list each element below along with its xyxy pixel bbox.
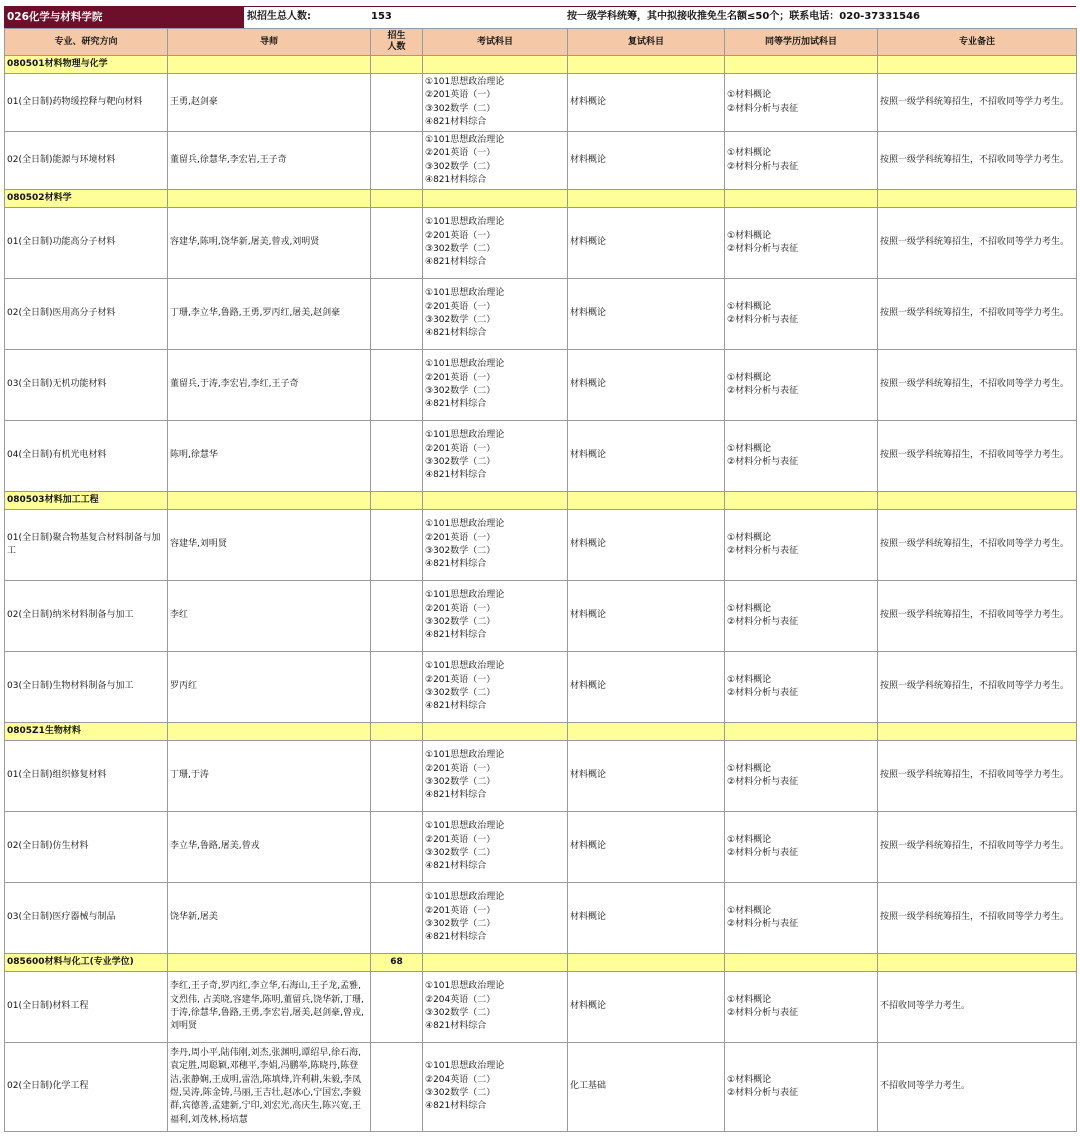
remark-cell: 按照一级学科统筹招生，不招收同等学力考生。 (878, 883, 1077, 954)
exam-subject: ④821材料综合 (425, 559, 487, 570)
extra-subject: ①材料概论 (727, 674, 772, 685)
group-empty-cell (878, 190, 1077, 208)
group-enroll (371, 56, 423, 74)
exam-subject: ①101思想政治理论 (425, 76, 505, 87)
direction-cell: 01(全日制)药物缓控释与靶向材料 (5, 74, 168, 132)
exam-subject: ①101思想政治理论 (425, 288, 505, 299)
direction-cell: 02(全日制)医用高分子材料 (5, 279, 168, 350)
tutor-cell: 董留兵,于涛,李宏岩,李红,王子奇 (168, 350, 371, 421)
table-row (5, 741, 1077, 812)
group-empty-cell (168, 56, 371, 74)
group-empty-cell (168, 492, 371, 510)
exam-subject: ④821材料综合 (425, 1021, 487, 1032)
retest-cell: 材料概论 (568, 132, 725, 190)
exam-cell (423, 279, 568, 350)
department-title: 026化学与材料学院 (4, 6, 244, 28)
table-row (5, 883, 1077, 954)
exam-subject: ②201英语（一） (425, 763, 496, 774)
extra-subject: ②材料分析与表征 (727, 919, 799, 929)
extra-subject: ①材料概论 (727, 443, 772, 454)
table-row (5, 208, 1077, 279)
exam-subject: ④821材料综合 (425, 790, 487, 801)
exam-subject: ①101思想政治理论 (425, 750, 505, 761)
direction-cell: 01(全日制)功能高分子材料 (5, 208, 168, 279)
direction-cell: 02(全日制)能源与环境材料 (5, 132, 168, 190)
exam-subject: ①101思想政治理论 (425, 981, 505, 992)
enroll-cell (371, 350, 423, 421)
retest-cell: 材料概论 (568, 510, 725, 581)
col-header-exam: 考试科目 (423, 29, 568, 56)
extra-subject: ①材料概论 (727, 372, 772, 383)
table-row (5, 74, 1077, 132)
group-enroll (371, 723, 423, 741)
extra-subject: ②材料分析与表征 (727, 1008, 799, 1018)
group-enroll (371, 190, 423, 208)
retest-cell: 材料概论 (568, 972, 725, 1043)
exam-subject: ②201英语（一） (425, 230, 496, 241)
exam-cell (423, 812, 568, 883)
exam-subject: ③302数学（二） (425, 457, 496, 467)
exam-subject: ①101思想政治理论 (425, 892, 505, 903)
exam-subject: ②201英语（一） (425, 834, 496, 845)
exam-subject: ①101思想政治理论 (425, 661, 505, 672)
extra-cell (725, 510, 878, 581)
tutor-cell: 王勇,赵剑豪 (168, 74, 371, 132)
top-bar (4, 6, 1076, 28)
exam-cell (423, 581, 568, 652)
remark-cell: 按照一级学科统筹招生，不招收同等学力考生。 (878, 279, 1077, 350)
exam-subject: ④821材料综合 (425, 399, 487, 410)
group-empty-cell (878, 56, 1077, 74)
exam-subject: ②204英语（二） (425, 994, 496, 1005)
extra-subject: ②材料分析与表征 (727, 1088, 799, 1098)
enroll-cell (371, 741, 423, 812)
extra-cell (725, 581, 878, 652)
extra-cell (725, 74, 878, 132)
enroll-cell (371, 74, 423, 132)
retest-cell: 材料概论 (568, 652, 725, 723)
retest-cell: 材料概论 (568, 812, 725, 883)
exam-cell (423, 350, 568, 421)
extra-subject: ①材料概论 (727, 763, 772, 774)
group-row (5, 56, 1077, 74)
exam-cell (423, 1043, 568, 1132)
exam-subject: ②201英语（一） (425, 301, 496, 312)
group-empty-cell (725, 492, 878, 510)
exam-subject: ①101思想政治理论 (425, 217, 505, 228)
exam-subject: ②204英语（二） (425, 1074, 496, 1085)
extra-subject: ①材料概论 (727, 834, 772, 845)
extra-subject: ①材料概论 (727, 148, 772, 159)
exam-subject: ④821材料综合 (425, 116, 487, 127)
enroll-cell (371, 421, 423, 492)
group-empty-cell (423, 492, 568, 510)
exam-cell (423, 741, 568, 812)
tutor-cell: 丁珊,李立华,鲁路,王勇,罗丙红,屠美,赵剑豪 (168, 279, 371, 350)
group-empty-cell (878, 723, 1077, 741)
remark-cell: 按照一级学科统筹招生，不招收同等学力考生。 (878, 350, 1077, 421)
exam-subject: ③302数学（二） (425, 688, 496, 698)
retest-cell: 材料概论 (568, 279, 725, 350)
extra-cell (725, 350, 878, 421)
col-header-enroll (371, 29, 423, 56)
group-empty-cell (168, 190, 371, 208)
direction-cell: 01(全日制)聚合物基复合材料制备与加工 (5, 510, 168, 581)
extra-cell (725, 812, 878, 883)
exam-subject: ①101思想政治理论 (425, 590, 505, 601)
enroll-cell (371, 812, 423, 883)
table-row (5, 1043, 1077, 1132)
extra-cell (725, 1043, 878, 1132)
table-row (5, 132, 1077, 190)
exam-subject: ③302数学（二） (425, 103, 496, 114)
exam-subject: ③302数学（二） (425, 546, 496, 556)
exam-subject: ③302数学（二） (425, 161, 496, 172)
group-row (5, 492, 1077, 510)
exam-subject: ③302数学（二） (425, 1088, 496, 1098)
tutor-cell: 李红 (168, 581, 371, 652)
extra-subject: ①材料概论 (727, 90, 772, 101)
retest-cell: 材料概论 (568, 208, 725, 279)
group-row (5, 723, 1077, 741)
exam-subject: ④821材料综合 (425, 174, 487, 185)
enroll-cell (371, 883, 423, 954)
tutor-cell: 李红,王子奇,罗丙红,李立华,石海山,王子龙,孟雅,文烈伟, 占美晓,容建华,陈明,董留兵,饶华新,丁珊,于涛,徐慧华,鲁路,王勇,李宏岩,屠美,赵剑豪,曾戎,刘明贤 (168, 972, 371, 1043)
remark-cell: 按照一级学科统筹招生，不招收同等学力考生。 (878, 421, 1077, 492)
extra-subject: ②材料分析与表征 (727, 777, 799, 787)
retest-cell: 材料概论 (568, 741, 725, 812)
group-empty-cell (423, 190, 568, 208)
direction-cell: 03(全日制)无机功能材料 (5, 350, 168, 421)
extra-cell (725, 208, 878, 279)
extra-cell (725, 132, 878, 190)
exam-subject: ①101思想政治理论 (425, 134, 505, 145)
remark-cell: 按照一级学科统筹招生，不招收同等学力考生。 (878, 74, 1077, 132)
tutor-cell: 容建华,陈明,饶华新,屠美,曾戎,刘明贤 (168, 208, 371, 279)
retest-cell: 材料概论 (568, 421, 725, 492)
exam-subject: ②201英语（一） (425, 148, 496, 159)
exam-subject: ④821材料综合 (425, 470, 487, 481)
table-row (5, 972, 1077, 1043)
group-empty-cell (168, 723, 371, 741)
extra-subject: ②材料分析与表征 (727, 617, 799, 627)
group-title: 080502材料学 (5, 190, 168, 208)
exam-subject: ②201英语（一） (425, 674, 496, 685)
exam-cell (423, 208, 568, 279)
remark-cell: 按照一级学科统筹招生，不招收同等学力考生。 (878, 208, 1077, 279)
exam-subject: ③302数学（二） (425, 244, 496, 254)
group-empty-cell (568, 190, 725, 208)
retest-cell: 材料概论 (568, 74, 725, 132)
exam-subject: ①101思想政治理论 (425, 519, 505, 530)
remark-cell: 按照一级学科统筹招生，不招收同等学力考生。 (878, 581, 1077, 652)
exam-subject: ②201英语（一） (425, 443, 496, 454)
col-header-remark: 专业备注 (878, 29, 1077, 56)
exam-subject: ④821材料综合 (425, 701, 487, 712)
enroll-cell (371, 1043, 423, 1132)
extra-cell (725, 652, 878, 723)
exam-cell (423, 74, 568, 132)
direction-cell: 01(全日制)组织修复材料 (5, 741, 168, 812)
retest-cell: 材料概论 (568, 883, 725, 954)
table-row (5, 812, 1077, 883)
exam-cell (423, 510, 568, 581)
plan-value: 153 (371, 11, 392, 22)
remark-cell: 按照一级学科统筹招生，不招收同等学力考生。 (878, 510, 1077, 581)
plan-label: 拟招生总人数: (247, 11, 311, 22)
extra-cell (725, 279, 878, 350)
enroll-cell (371, 652, 423, 723)
group-row (5, 190, 1077, 208)
table-row (5, 652, 1077, 723)
group-empty-cell (878, 954, 1077, 972)
exam-cell (423, 972, 568, 1043)
exam-subject: ②201英语（一） (425, 905, 496, 916)
group-empty-cell (725, 56, 878, 74)
extra-subject: ②材料分析与表征 (727, 848, 799, 858)
exam-subject: ②201英语（一） (425, 372, 496, 383)
exam-subject: ①101思想政治理论 (425, 1061, 505, 1072)
group-empty-cell (568, 954, 725, 972)
extra-subject: ②材料分析与表征 (727, 546, 799, 556)
exam-subject: ②201英语（一） (425, 603, 496, 614)
col-header-direction: 专业、研究方向 (5, 29, 168, 56)
table-header-row (5, 29, 1077, 56)
table-row (5, 279, 1077, 350)
enroll-cell (371, 208, 423, 279)
exam-subject: ④821材料综合 (425, 328, 487, 339)
remark-cell: 不招收同等学力考生。 (878, 972, 1077, 1043)
retest-cell: 材料概论 (568, 581, 725, 652)
exam-cell (423, 421, 568, 492)
group-title: 0805Z1生物材料 (5, 723, 168, 741)
tutor-cell: 李丹,周小平,陆伟刚,刘杰,张渊明,谭绍早,徐石海,袁定胜,周聪颖,邓穗平,李娟,冯鹏举,陈晓丹,陈登洁,张静娴,王成明,雷浩,陈填烽,许利耕,朱毅,李凤煜,吴涛,陈金铸,马丽,王吉壮,赵冰心,宁国宏,李毅群,宾德善,孟建新,宁印,刘宏光,高庆生,陈兴宽,王福利,刘茂林,杨培慧 (168, 1043, 371, 1132)
exam-subject: ④821材料综合 (425, 257, 487, 268)
exam-cell (423, 652, 568, 723)
extra-subject: ②材料分析与表征 (727, 244, 799, 254)
col-header-tutor: 导师 (168, 29, 371, 56)
group-enroll: 68 (371, 954, 423, 972)
table-row (5, 510, 1077, 581)
col-header-retest: 复试科目 (568, 29, 725, 56)
group-empty-cell (725, 190, 878, 208)
extra-subject: ①材料概论 (727, 532, 772, 543)
exam-cell (423, 132, 568, 190)
extra-subject: ②材料分析与表征 (727, 161, 799, 172)
exam-subject: ③302数学（二） (425, 386, 496, 396)
exam-subject: ②201英语（一） (425, 90, 496, 101)
table-row (5, 421, 1077, 492)
col-header-enroll-line2: 人数 (387, 42, 406, 52)
extra-subject: ①材料概论 (727, 301, 772, 312)
direction-cell: 02(全日制)化学工程 (5, 1043, 168, 1132)
extra-subject: ②材料分析与表征 (727, 688, 799, 698)
group-enroll (371, 492, 423, 510)
extra-subject: ①材料概论 (727, 905, 772, 916)
direction-cell: 02(全日制)仿生材料 (5, 812, 168, 883)
extra-subject: ②材料分析与表征 (727, 103, 799, 114)
tutor-cell: 罗丙红 (168, 652, 371, 723)
group-empty-cell (725, 723, 878, 741)
table-row (5, 581, 1077, 652)
group-empty-cell (725, 954, 878, 972)
header-note: 按一级学科统筹，其中拟接收推免生名额≤50个；联系电话：020-37331546 (567, 11, 920, 22)
remark-cell: 按照一级学科统筹招生，不招收同等学力考生。 (878, 132, 1077, 190)
exam-subject: ③302数学（二） (425, 848, 496, 858)
group-empty-cell (568, 723, 725, 741)
group-title: 080501材料物理与化学 (5, 56, 168, 74)
enroll-cell (371, 510, 423, 581)
col-header-enroll-line1: 招生 (387, 31, 406, 41)
remark-cell: 按照一级学科统筹招生，不招收同等学力考生。 (878, 812, 1077, 883)
group-empty-cell (568, 56, 725, 74)
tutor-cell: 丁珊,于涛 (168, 741, 371, 812)
group-empty-cell (168, 954, 371, 972)
group-empty-cell (423, 56, 568, 74)
table-row (5, 350, 1077, 421)
extra-cell (725, 741, 878, 812)
group-empty-cell (423, 954, 568, 972)
exam-subject: ④821材料综合 (425, 932, 487, 943)
tutor-cell: 董留兵,徐慧华,李宏岩,王子奇 (168, 132, 371, 190)
exam-cell (423, 883, 568, 954)
exam-subject: ①101思想政治理论 (425, 430, 505, 441)
extra-subject: ②材料分析与表征 (727, 457, 799, 467)
extra-subject: ①材料概论 (727, 603, 772, 614)
remark-cell: 按照一级学科统筹招生，不招收同等学力考生。 (878, 741, 1077, 812)
tutor-cell: 容建华,刘明贤 (168, 510, 371, 581)
tutor-cell: 饶华新,屠美 (168, 883, 371, 954)
group-empty-cell (568, 492, 725, 510)
exam-subject: ③302数学（二） (425, 315, 496, 325)
extra-cell (725, 883, 878, 954)
exam-subject: ②201英语（一） (425, 532, 496, 543)
extra-cell (725, 421, 878, 492)
exam-subject: ④821材料综合 (425, 861, 487, 872)
extra-subject: ②材料分析与表征 (727, 315, 799, 325)
exam-subject: ③302数学（二） (425, 1008, 496, 1018)
direction-cell: 03(全日制)生物材料制备与加工 (5, 652, 168, 723)
enrollment-table (4, 28, 1077, 1132)
group-empty-cell (423, 723, 568, 741)
enroll-cell (371, 279, 423, 350)
group-empty-cell (878, 492, 1077, 510)
direction-cell: 01(全日制)材料工程 (5, 972, 168, 1043)
extra-cell (725, 972, 878, 1043)
retest-cell: 化工基础 (568, 1043, 725, 1132)
group-title: 085600材料与化工(专业学位) (5, 954, 168, 972)
enroll-cell (371, 972, 423, 1043)
exam-subject: ③302数学（二） (425, 617, 496, 627)
direction-cell: 02(全日制)纳米材料制备与加工 (5, 581, 168, 652)
exam-subject: ④821材料综合 (425, 1101, 487, 1112)
enroll-cell (371, 581, 423, 652)
col-header-extra: 同等学历加试科目 (725, 29, 878, 56)
direction-cell: 04(全日制)有机光电材料 (5, 421, 168, 492)
extra-subject: ②材料分析与表征 (727, 386, 799, 396)
extra-subject: ①材料概论 (727, 230, 772, 241)
remark-cell: 不招收同等学力考生。 (878, 1043, 1077, 1132)
extra-subject: ①材料概论 (727, 1074, 772, 1085)
tutor-cell: 陈明,徐慧华 (168, 421, 371, 492)
group-title: 080503材料加工工程 (5, 492, 168, 510)
exam-subject: ①101思想政治理论 (425, 359, 505, 370)
extra-subject: ①材料概论 (727, 994, 772, 1005)
retest-cell: 材料概论 (568, 350, 725, 421)
exam-subject: ④821材料综合 (425, 630, 487, 641)
remark-cell: 按照一级学科统筹招生，不招收同等学力考生。 (878, 652, 1077, 723)
group-row (5, 954, 1077, 972)
direction-cell: 03(全日制)医疗器械与制品 (5, 883, 168, 954)
exam-subject: ①101思想政治理论 (425, 821, 505, 832)
exam-subject: ③302数学（二） (425, 919, 496, 929)
exam-subject: ③302数学（二） (425, 777, 496, 787)
tutor-cell: 李立华,鲁路,屠美,曾戎 (168, 812, 371, 883)
enroll-cell (371, 132, 423, 190)
